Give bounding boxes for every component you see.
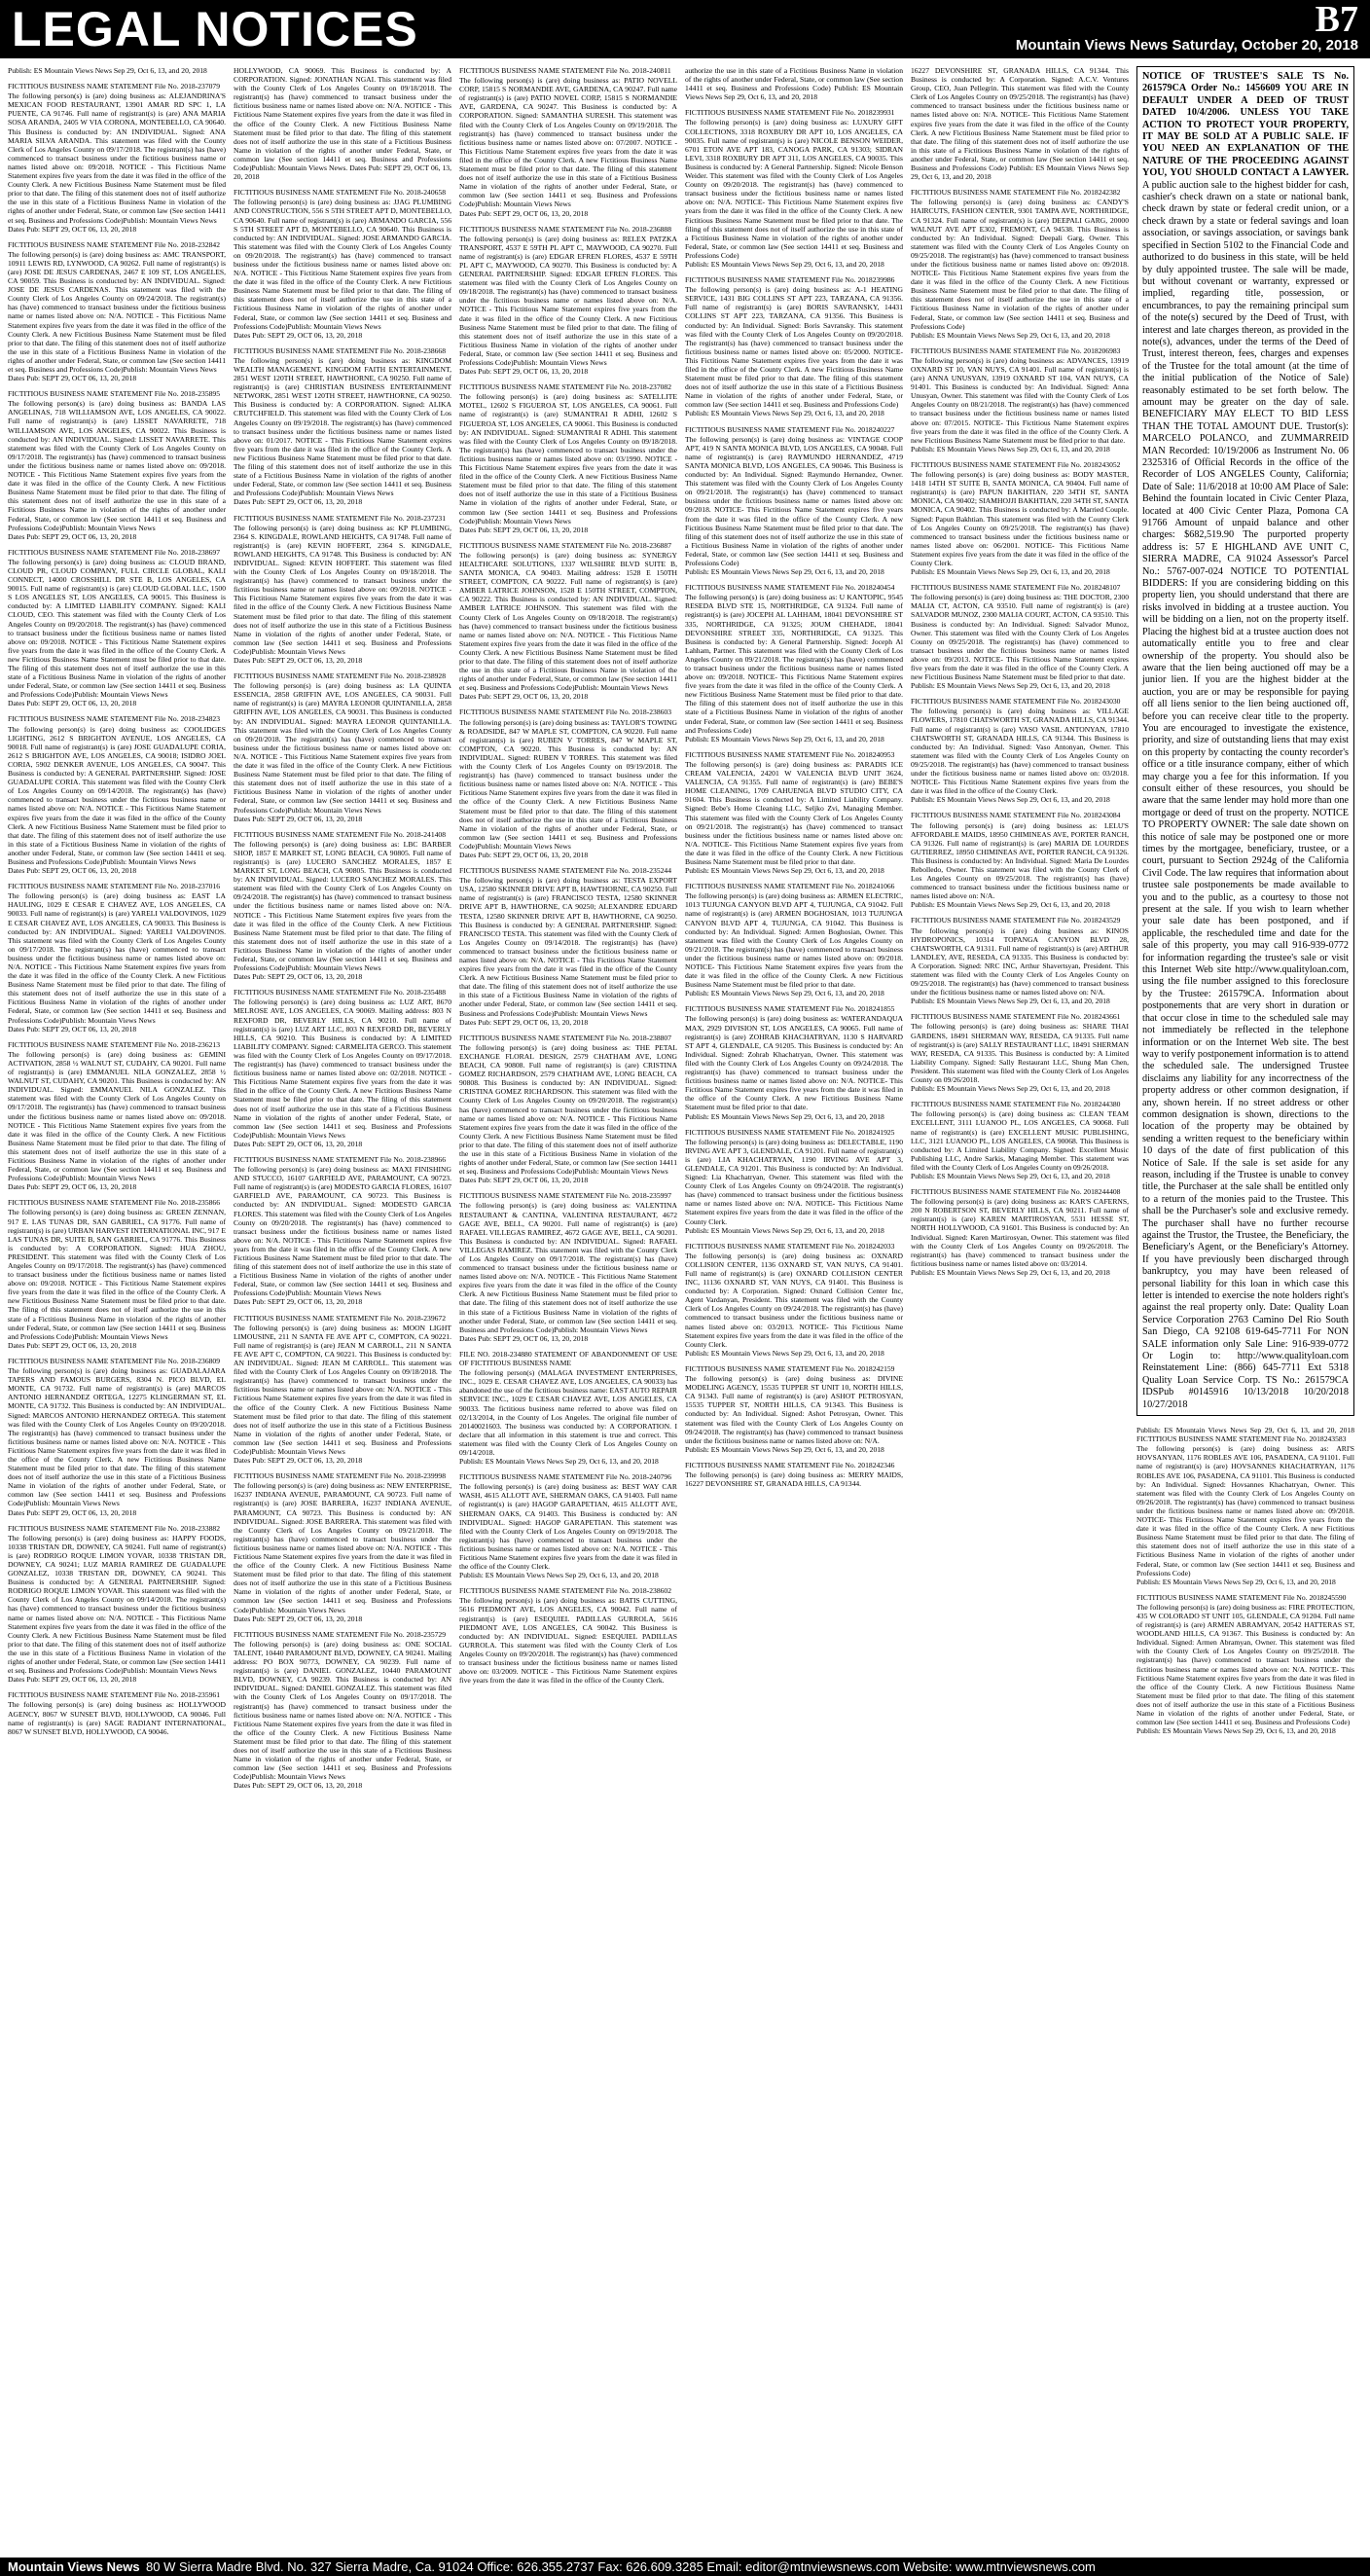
notice-title: FICTITIOUS BUSINESS NAME STATEMENT File No. 2018-238966: [234, 1154, 447, 1164]
notice-title: FICTITIOUS BUSINESS NAME STATEMENT File No. 2018241855: [685, 1004, 895, 1014]
section-title: LEGAL NOTICES: [12, 2, 418, 56]
notice-body: The following person(s) is (are) doing business as: MAXI FINISHING AND STUCCO, 16107 GARFIELD AVE, PARAMOUNT, CA 90723. Full name of registrant(s) is (are) MODESTO GARCIA FLORES, 16107 GARFIELD AVE, PARAMOUNT, CA 90723. This Business is conducted by: AN INDIVIDUAL. Signed: MODESTO GARCIA FLORES. This statement was filed with the County Clerk of Los Angeles County on 09/20/2018. The registrant(s) has (have) commenced to transact business under the fictitious business name or names listed above on: N/A. NOTICE - This Fictitious Name Statement expires five years from the date it was filed in the office of the County Clerk. A new Fictitious Business Name Statement must be filed prior to that date. The filing of this statement does not of itself authorize the use in this state of a Fictitious Business Name in violation of the rights of another under Federal, State, or common law (See section 14411 et seq. Business and Professions Code)Publish: Mountain Views News: [234, 1165, 451, 1298]
footer-bar: [0, 2558, 1370, 2576]
legal-notice: [685, 1461, 903, 1488]
legal-notice: [685, 750, 903, 875]
notice-body: The following person(s) is (are) doing business as: LUZ ART, 8670 MELROSE AVE, LOS ANGELES, CA 90069. Mailing address: 803 N REXFORD DR, BEVERLY HILLS, CA 90210. Full name of registrant(s) is (are) LUZ ART LLC, 803 N REXFORD DR, BEVERLY HILLS, CA 90210. This Business is conducted by: A LIMITED LIABILITY COMPANY. Signed: CARMELITA GERCO. This statement was filed with the County Clerk of Los Angeles County on 09/17/2018. The registrant(s) has (have) commenced to transact business under the fictitious business name or names listed above on: 02/2018. NOTICE - This Fictitious Name Statement expires five years from the date it was filed in the office of the County Clerk. A new Fictitious Business Name Statement must be filed prior to that date. The filing of this statement does not of itself authorize the use in this state of a Fictitious Business Name in violation of the rights of another under Federal, State, or common law (See section 14411 et seq. Business and Professions Code)Publish: Mountain Views News: [234, 998, 451, 1140]
legal-notice: [685, 583, 903, 744]
legal-notice: [685, 108, 903, 269]
notice-column: [8, 66, 226, 2553]
notice-body: The following person(s) is (are) doing business as: KAR'S CAFERNS, 200 N ROBERTSON ST, BEVERLY HILLS, CA 90211. Full name of registrant(s) is (are) KAREN MARTIROSYAN, 5531 HESSE ST, NORTH HOLLYWOOD, CA 91601. This Business is conducted by: An Individual. Signed: Karen Martirosyan, Owner. This statement was filed with the County Clerk of Los Angeles County on 09/26/2018. The registrant(s) has (have) commenced to transact business under the fictitious business name or names listed above on: 03/2014.: [911, 1197, 1129, 1268]
trustee-sale-body: A public auction sale to the highest bidder for cash, cashier's check drawn on a state or national bank, check drawn by state or federal credit union, or a check drawn by a state or federal savings and loan association, or savings association, or savings bank specified in Section 5102 to the Financial Code and authorized to do business in this state, will be held by duly appointed trustee. The sale will be made, but without covenant or warranty, expressed or implied, regarding title, possession, or encumbrances, to pay the remaining principal sum of the note(s) secured by the Deed of Trust, with interest and late charges thereon, as provided in the note(s), advances, under the terms of the Deed of Trust, interest thereon, fees, charges and expenses of the Trustee for the total amount (at the time of the initial publication of the Notice of Sale) reasonably estimated to be set forth below. The amount may be greater on the day of sale. BENEFICIARY MAY ELECT TO BID LESS THAN THE TOTAL AMOUNT DUE. Trustor(s): MARCELO POLANCO, and ZUMMARREID MAN Recorded: 10/19/2006 as Instrument No. 06 2325316 of Official Records in the office of the Recorder of LOS ANGELES County, California; Date of Sale: 11/6/2018 at 10:00 AM Place of Sale: Behind the fountain located in Civic Center Plaza, located at 400 Civic Center Plaza, Pomona CA 91766 Amount of unpaid balance and other charges: $682,519.90 The purported property address is: 57 E HIGHLAND AVE UNIT C, SIERRA MADRE, CA 91024 Assessor's Parcel No.: 5767-007-024 NOTICE TO POTENTIAL BIDDERS: If you are considering bidding on this property lien, you should understand that there are risks involved in bidding at a trustee auction. You will be bidding on a lien, not on the property itself. Placing the highest bid at a trustee auction does not automatically entitle you to free and clear ownership of the property. You should also be aware that the lien being auctioned off may be a junior lien. If you are the highest bidder at the auction, you are or may be responsible for paying off all liens senior to the lien being auctioned off, before you can receive clear title to the property. You are encouraged to investigate the existence, priority, and size of outstanding liens that may exist on this property by contacting the county recorder's office or a title insurance company, either of which may charge you a fee for this information. If you consult either of these resources, you should be aware that the same lender may hold more than one mortgage or deed of trust on the property. NOTICE TO PROPERTY OWNER: The sale date shown on this notice of sale may be postponed one or more times by the mortgagee, beneficiary, trustee, or a court, pursuant to Section 2924g of the California Civil Code. The law requires that information about trustee sale postponements be made available to you and to the public, as a courtesy to those not present at the sale. If you wish to learn whether your sale date has been postponed, and if applicable, the rescheduled time and date for the sale of this property, you may call 916-939-0772 for information regarding the trustee's sale or visit this Internet Web site http://www.qualityloan.com, using the file number assigned to this foreclosure by the Trustee: 261579CA. Information about postponements that are very short in duration or that occur close in time to the scheduled sale may not immediately be reflected in the telephone information or on the Internet Web site. The best way to verify postponement information is to attend the scheduled sale. The undersigned Trustee disclaims any liability for any incorrectness of the property address or other common designation, if any, shown herein. If no street address or other common designation is shown, directions to the location of the property may be obtained by sending a written request to the beneficiary within 10 days of the date of first publication of this Notice of Sale. If the sale is set aside for any reason, including if the Trustee is unable to convey title, the Purchaser at the sale shall be entitled only to a return of the monies paid to the Trustee. This shall be the Purchaser's sole and exclusive remedy. The purchaser shall have no further recourse against the Trustor, the Trustee, the Beneficiary, the Beneficiary's Agent, or the Beneficiary's Attorney. If you have previously been discharged through bankruptcy, you may have been released of personal liability for this loan in which case this letter is intended to exercise the note holders right's against the real property only. Date: Quality Loan Service Corporation 2763 Camino Del Rio South San Diego, CA 92108 619-645-7711 For NON SALE information only Sale Line: 916-939-0772 Or Login to: http://www.qualityloan.com Reinstatement Line: (866) 645-7711 Ext 5318 Quality Loan Service Corp. TS No.: 261579CA IDSPub #0145916 10/13/2018 10/20/2018 10/27/2018: [1142, 179, 1349, 1410]
notice-title: FICTITIOUS BUSINESS NAME STATEMENT File No. 2018-235244: [459, 866, 672, 876]
legal-notice: [234, 671, 451, 823]
notice-body: The following person(s) is (are) doing business as: GUADALAJARA TAPERS AND FAMOUS BURGERS, 8304 N. PICO BLVD, EL MONTE, CA 91732. Full name of registrant(s) is (are) MARCOS ANTONIO HERNANDEZ ORTEGA, 12275 KLINGERMAN ST, EL MONTE, CA 91732. This Business is conducted by: AN INDIVIDUAL. Signed: MARCOS ANTONIO HERNANDEZ ORTEGA. This statement was filed with the County Clerk of Los Angeles County on 09/20/2018. The registrant(s) has (have) commenced to transact business under the fictitious business name or names listed above on: N/A. NOTICE - This Fictitious Name Statement expires five years from the date it was filed in the office of the County Clerk. A new Fictitious Business Name Statement must be filed prior to that date. The filing of this statement does not of itself authorize the use in this state of a Fictitious Business Name in violation of the rights of another under Federal, State, or common law (See section 14411 et seq. Business and Professions Code)Publish: Mountain Views News: [8, 1366, 226, 1508]
legal-notice: [8, 1690, 226, 1735]
notice-body: The following person(s) is (are) doing business as: SHARE THAI GARDENS, 18491 SHERMAN WAY, RESEDA, CA 91335. Full name of registrant(s) is (are) SALLY RESTAURANT LLC, 18491 SHERMAN WAY, RESEDA, CA 91335. This Business is conducted by: A Limited Liability Company. Signed: Sally Restaurant LLC, Shung Man Chen, President. This statement was filed with the County Clerk of Los Angeles County on 09/26/2018.: [911, 1022, 1129, 1085]
notice-title: FICTITIOUS BUSINESS NAME STATEMENT File No. 2018-235488: [234, 988, 447, 998]
notice-title: FICTITIOUS BUSINESS NAME STATEMENT File No. 2018240454: [685, 583, 895, 593]
notice-body: The following person(s) is (are) doing business as: HAPPY FOODS, 10338 TRISTAN DR, DOWNEY, CA 90241. Full name of registrant(s) is (are) RODRIGO ROQUE LIMON YOVAR, 10338 TRISTAN DR, DOWNEY, CA 90241; LUZ MARIA RAMIREZ DE GUADALUPE GONZALEZ, 10338 TRISTAN DR, DOWNEY, CA 90241. This Business is conducted by: A GENERAL PARTNERSHIP. Signed: RODRIGO ROQUE LIMON YOVAR. This statement was filed with the County Clerk of Los Angeles County on 09/14/2018. The registrant(s) has (have) commenced to transact business under the fictitious business name or names listed above on: N/A. NOTICE - This Fictitious Name Statement expires five years from the date it was filed in the office of the County Clerk. A new Fictitious Business Name Statement must be filed prior to that date. The filing of this statement does not of itself authorize the use in this state of a Fictitious Business Name in violation of the rights of another under Federal, State, or common law (See section 14411 et seq. Business and Professions Code)Publish: Mountain Views News: [8, 1533, 226, 1676]
notice-body: The following person(s) is (are) doing business as: VALENTINA RESTAURANT & CANTINA, VALENTINA RESTAURANT, 4672 GAGE AVE, BELL, CA 90201. Full name of registrant(s) is (are) RAFAEL VILLEGAS RAMIREZ, 4672 GAGE AVE, BELL, CA 90201. This Business is conducted by: AN INDIVIDUAL. Signed: RAFAEL VILLEGAS RAMIREZ. This statement was filed with the County Clerk of Los Angeles County on 09/17/2018. The registrant(s) has (have) commenced to transact business under the fictitious business name or names listed above on: N/A. NOTICE - This Fictitious Name Statement expires five years from the date it was filed in the office of the County Clerk. A new Fictitious Business Name Statement must be filed prior to that date. The filing of this statement does not of itself authorize the use in this state of a Fictitious Business Name in violation of the rights of another under Federal, State, or common law (See section 14411 et seq. Business and Professions Code)Publish: Mountain Views News: [459, 1201, 677, 1334]
legal-notice: [685, 1004, 903, 1120]
notice-column: [459, 66, 677, 2553]
notice-publish-dates: Dates Pub: SEPT 29, OCT 06, 13, 20, 2018: [459, 208, 589, 218]
notice-publish-dates: Dates Pub: SEPT 29, OCT 06, 13, 20, 2018: [234, 814, 363, 823]
notice-publish-dates: Publish: ES Mountain Views News Sep 29, Oct 6, 13, and 20, 2018: [1136, 1726, 1336, 1736]
notice-body: The following person(s) is (are) doing business as: CLOUD BRAND, CLOUD PR, CLOUD COMPANY, FULL CIRCLE GLOBAL, KALI CONNECT, 14000 CROSSHILL DR STE B, LOS ANGELES, CA 90015. Full name of registrant(s) is (are) CLOUD GLOBAL LLC, 1500 S LOS ANGELES ST, LOS ANGELES, CA 90015. This Business is conducted by: A LIMITED LIABILITY COMPANY. Signed: KALI CLOUD, CEO. This statement was filed with the County Clerk of Los Angeles County on 09/20/2018. The registrant(s) has (have) commenced to transact business under the fictitious business name or names listed above on: 09/2018. NOTICE - This Fictitious Name Statement expires five years from the date it was filed in the office of the County Clerk. A new Fictitious Business Name Statement must be filed prior to that date. The filing of this statement does not of itself authorize the use in this state of a Fictitious Business Name in violation of the rights of another under Federal, State, or common law (See section 14411 et seq. Business and Professions Code)Publish: Mountain Views News: [8, 557, 226, 700]
notice-body: The following person(s) is (are) doing business as: DELECTABLE, 1190 IRVING AVE APT 3, GLENDALE, CA 91201. Full name of registrant(s) is (are) LIA KHACHATRYAN, 1190 IRVING AVE APT 3, GLENDALE, CA 91201. This Business is conducted by: An Individual. Signed: Lia Khachatryan, Owner. This statement was filed with the County Clerk of Los Angeles County on 09/24/2018. The registrant(s) has (have) commenced to transact business under the fictitious business name or names listed above on: N/A. NOTICE- This Fictitious Name Statement expires five years from the date it was filed in the office of the County Clerk.: [685, 1137, 903, 1226]
legal-notice: [8, 240, 226, 383]
notice-publish-dates: Publish: ES Mountain Views News Sep 29, Oct 6, 13, and 20, 2018: [685, 989, 884, 998]
notice-publish-dates: Publish: ES Mountain Views News Sep 29, Oct 6, 13, and 20, 2018: [685, 1225, 884, 1235]
notice-title: FICTITIOUS BUSINESS NAME STATEMENT File No. 2018-241408: [234, 829, 447, 839]
notice-publish-dates: Dates Pub: SEPT 29, OCT 06, 13, 20, 2018: [459, 1333, 589, 1343]
notice-title: FICTITIOUS BUSINESS NAME STATEMENT File No. 2018241925: [685, 1127, 895, 1137]
legal-notice: [459, 1586, 677, 1685]
legal-notice: [1136, 1426, 1354, 1586]
notice-body: The following person(s) is (are) doing business as: LA QUINTA ESSENCIA, 2858 GRIFFIN AVE, LOS ANGELES, CA 90031. Full name of registrant(s) is (are) MAYRA LEONOR QUINTANILLA, 2858 GRIFFIN AVE, LOS ANGELES, CA 90031. This Business is conducted by: AN INDIVIDUAL. Signed: MAYRA LEONOR QUINTANILLA. This statement was filed with the County Clerk of Los Angeles County on 09/20/2018. The registrant(s) has (have) commenced to transact business under the fictitious business name or names listed above on: N/A. NOTICE - This Fictitious Name Statement expires five years from the date it was filed in the office of the County Clerk. A new Fictitious Business Name Statement must be filed prior to that date. The filing of this statement does not of itself authorize the use in this state of a Fictitious Business Name in violation of the rights of another under Federal, State, or common law (See section 14411 et seq. Business and Professions Code)Publish: Mountain Views News: [234, 681, 451, 815]
notice-title: FICTITIOUS BUSINESS NAME STATEMENT File No. 2018-239672: [234, 1313, 447, 1323]
notice-body: The following person(s) is (are) doing business as: KINOS HYDROPONICS, 10314 TOPANGA CANYON BLVD 28, CHATSWORTH, CA 91311. Full name of registrant(s) is (are) ARTHUR LANDLEY, AVE, RESEDA, CA 91335. This Business is conducted by: A Corporation. Signed: NRC INC, Arthur Shavertsyan, President. This statement was filed with the County Clerk of Los Angeles County on 09/25/2018. The registrant(s) has (have) commenced to transact business under the fictitious business name or names listed above on: N/A.: [911, 925, 1129, 998]
legal-notice: [8, 714, 226, 875]
legal-notice: [685, 1128, 903, 1235]
notice-body: The following person(s) is (are) doing business as: DIVINE MODELING AGENCY, 15535 TUPPER ST UNIT 10, NORTH HILLS, CA 91343. Full name of registrant(s) is (are) ASHOT PETROSYAN, 15535 TUPPER ST, NORTH HILLS, CA 91343. This Business is conducted by: An Individual. Signed: Ashot Petrosyan, Owner. This statement was filed with the County Clerk of Los Angeles County on 09/24/2018. The registrant(s) has (have) commenced to transact business under the fictitious business name or names listed above on: N/A.: [685, 1374, 903, 1445]
legal-notice: [911, 811, 1129, 909]
notice-body: The following person(s) is (are) doing business as: ARMEN ELECTRIC, 1013 TUJUNGA CANYON BLVD APT 4, TUJUNGA, CA 91042. Full name of registrant(s) is (are) ARMEN BOGHOSIAN, 1013 TUJUNGA CANYON BLVD APT 4, TUJUNGA, CA 91042. This Business is conducted by: An Individual. Signed: Armen Boghosian, Owner. This statement was filed with the County Clerk of Los Angeles County on 09/21/2018. The registrant(s) has (have) commenced to transact business under the fictitious business name or names listed above on: 09/2018. NOTICE- This Fictitious Name Statement expires five years from the date it was filed in the office of the County Clerk. A new Fictitious Business Name Statement must be filed prior to that date.: [685, 891, 903, 990]
legal-notice: [911, 583, 1129, 690]
trustee-sale-notice: [1136, 66, 1354, 1416]
legal-notice: [234, 188, 451, 340]
notice-body: The following person(s) is (are) doing business as: VILLAGE FLOWERS, 17810 CHATSWORTH ST, GRANADA HILLS, CA 91344. Full name of registrant(s) is (are) VASO VASIL ANTONYAN, 17810 CHATSWORTH ST, GRANADA HILLS, CA 91344. This Business is conducted by: An Individual. Signed: Vaso Antonyan, Owner. This statement was filed with the County Clerk of Los Angeles County on 09/25/2018. The registrant(s) has (have) commenced to transact business under the fictitious business name or names listed above on: 03/2018. NOTICE- This Fictitious Name Statement expires five years from the date it was filed in the office of the County Clerk.: [911, 707, 1129, 796]
notice-title: FICTITIOUS BUSINESS NAME STATEMENT File No. 2018242346: [685, 1460, 895, 1469]
notice-title: FICTITIOUS BUSINESS NAME STATEMENT File No. 2018-237016: [8, 882, 221, 891]
notice-title: FICTITIOUS BUSINESS NAME STATEMENT File No. 2018-236809: [8, 1356, 221, 1365]
notice-body: The following person(s) is (are) doing business as: BATIS CUTTING, 5616 PIEDMONT AVE, LOS ANGELES, CA 90042. Full name of registrant(s) is (are) ESEQUIEL PADILLAS GURROLA, 5616 PIEDMONT AVE, LOS ANGELES, CA 90042. This Business is conducted by: AN INDIVIDUAL. Signed: ESEQUIEL PADILLAS GURROLA. This statement was filed with the County Clerk of Los Angeles County on 09/20/2018. The registrant(s) has (have) commenced to transact business under the fictitious business name or names listed above on: 03/2009. NOTICE - This Fictitious Name Statement expires five years from the date it was filed in the office of the County Clerk.: [459, 1596, 677, 1686]
notice-title: FICTITIOUS BUSINESS NAME STATEMENT File No. 2018-235961: [8, 1690, 221, 1700]
notice-publish-dates: Dates Pub: SEPT 29, OCT 06, 13, 20, 2018: [234, 1139, 363, 1148]
notice-title: FICTITIOUS BUSINESS NAME STATEMENT File No. 2018-238668: [234, 345, 447, 355]
notice-body: The following person(s) is (are) doing business as: BODY MASTER, 1418 14TH ST SUITE B, SANTA MONICA, CA 90404. Full name of registrant(s) is (are) PAPUN BAKHTIAN, 220 34TH ST, SANTA MONICA, CA 90402; SIAMHOJJI BAKHTIAN, 220 34TH ST, SANTA MONICA, CA 90402. This Business is conducted by: A Married Couple. Signed: Papun Bakhtian. This statement was filed with the County Clerk of Los Angeles County on 09/25/2018. The registrant(s) has (have) commenced to transact business under the fictitious business name or names listed above on: 06/2001. NOTICE- This Fictitious Name Statement expires five years from the date it was filed in the office of the County Clerk.: [911, 470, 1129, 567]
notice-title: FICTITIOUS BUSINESS NAME STATEMENT File No. 2018-240658: [234, 188, 447, 198]
legal-notice: [911, 1012, 1129, 1093]
trustee-sale-heading: NOTICE OF TRUSTEE'S SALE TS No. 261579CA Order No.: 1456609 YOU ARE IN DEFAULT UNDER A DEED OF TRUST DATED 10/4/2006. UNLESS YOU TAKE ACTION TO PROTECT YOUR PROPERTY, IT MAY BE SOLD AT A PUBLIC SALE. IF YOU NEED AN EXPLANATION OF THE NATURE OF THE PROCEEDING AGAINST YOU, YOU SHOULD CONTACT A LAWYER.: [1142, 71, 1349, 179]
notice-title: FICTITIOUS BUSINESS NAME STATEMENT File No. 2018-233882: [8, 1523, 221, 1533]
notice-title: FICTITIOUS BUSINESS NAME STATEMENT File No. 2018-234823: [8, 714, 221, 724]
notice-body: The following person(s) is (are) doing business as: FIRE PROTECTION, 435 W COLORADO ST UNIT 105, GLENDALE, CA 91204. Full name of registrant(s) is (are) ARMEN ABRAMYAN, 20542 HATTERAS ST, WOODLAND HILLS, CA 91367. This Business is conducted by: An Individual. Signed: Armen Abramyan, Owner. This statement was filed with the County Clerk of Los Angeles County on 09/25/2018. The registrant(s) has (have) commenced to transact business under the fictitious business name or names listed above on: N/A. NOTICE- This Fictitious Name Statement expires five years from the date it was filed in the office of the County Clerk. A new Fictitious Business Name Statement must be filed prior to that date. The filing of this statement does not of itself authorize the use in this state of a Fictitious Business Name in violation of the rights of another under Federal, State, or common law (See section 14411 et seq. Business and Professions Code): [1136, 1602, 1354, 1727]
notice-title: FICTITIOUS BUSINESS NAME STATEMENT File No. 2018245590: [1136, 1592, 1347, 1602]
notice-title: FICTITIOUS BUSINESS NAME STATEMENT File No. 2018248107: [911, 583, 1121, 593]
notice-title: FICTITIOUS BUSINESS NAME STATEMENT File No. 2018-238697: [8, 547, 221, 557]
notice-title: FICTITIOUS BUSINESS NAME STATEMENT File No. 2018244408: [911, 1187, 1121, 1197]
notice-body: The following person(s) is (are) doing business as: BANDA LAS ANGELINAS, 718 WILLIAMSON AVE, LOS ANGELES, CA 90022. Full name of registrant(s) is (are) LISSET NAVARRETE, 718 WILLIAMSON AVE, LOS ANGELES, CA 90022. This Business is conducted by: AN INDIVIDUAL. Signed: LISSET NAVARRETE. This statement was filed with the County Clerk of Los Angeles County on 09/17/2018. The registrant(s) has (have) commenced to transact business under the fictitious business name or names listed above on: 09/2018. NOTICE - This Fictitious Name Statement expires five years from the date it was filed in the office of the County Clerk. A new Fictitious Business Name Statement must be filed prior to that date. The filing of this statement does not of itself authorize the use in this state of a Fictitious Business Name in violation of the rights of another under Federal, State, or common law (See section 14411 et seq. Business and Professions Code)Publish: Mountain Views News: [8, 399, 226, 532]
notice-body: The following person(s) is (are) doing business as: NEW ENTERPRISE, 16237 INDIANA AVENUE, PARAMOUNT, CA 90723. Full name of registrant(s) is (are) JOSE BARRERA, 16237 INDIANA AVENUE, PARAMOUNT, CA 90723. This Business is conducted by: AN INDIVIDUAL. Signed: JOSE BARRERA. This statement was filed with the County Clerk of Los Angeles County on 09/21/2018. The registrant(s) has (have) commenced to transact business under the fictitious business name or names listed above on: N/A. NOTICE - This Fictitious Name Statement expires five years from the date it was filed in the office of the County Clerk. A new Fictitious Business Name Statement must be filed prior to that date. The filing of this statement does not of itself authorize the use in this state of a Fictitious Business Name in violation of the rights of another under Federal, State, or common law (See section 14411 et seq. Business and Professions Code)Publish: Mountain Views News: [234, 1481, 451, 1615]
notice-body: The following person(s) is (are) doing business as: HOLLYWOOD AGENCY, 8067 W SUNSET BLVD, HOLLYWOOD, CA 90046. Full name of registrant(s) is (are) SAGE RADIANT INTERNATIONAL, 8067 W SUNSET BLVD, HOLLYWOOD, CA 90046.: [8, 1700, 226, 1736]
notice-title: FICTITIOUS BUSINESS NAME STATEMENT File No. 2018-237082: [459, 382, 672, 392]
notice-publish-dates: Dates Pub: SEPT 29, OCT 06, 13, 20, 2018: [459, 1017, 589, 1027]
legal-notice: [911, 1187, 1129, 1277]
notice-publish-dates: Publish: ES Mountain Views News Sep 29, Oct 6, 13, and 20, 2018: [685, 1348, 884, 1358]
notice-body: The following person(s) is (are) doing business as: SYNERGY HEALTHCARE SOLUTIONS, 1337 WILSHIRE BLVD SUITE B, SANTA MONICA, CA 90403. Mailing address: 1528 E 150TH STREET, COMPTON, CA 90222. Full name of registrant(s) is (are) AMBER LATRICE JOHNSON, 1528 E 150TH STREET, COMPTON, CA 90222. This Business is conducted by: AN INDIVIDUAL. Signed: AMBER LATRICE JOHNSON. This statement was filed with the County Clerk of Los Angeles County on 09/18/2018. The registrant(s) has (have) commenced to transact business under the fictitious business name or names listed above on: N/A. NOTICE - This Fictitious Name Statement expires five years from the date it was filed in the office of the County Clerk. A new Fictitious Business Name Statement must be filed prior to that date. The filing of this statement does not of itself authorize the use in this state of a Fictitious Business Name in violation of the rights of another under Federal, State, or common law (See section 14411 et seq. Business and Professions Code)Publish: Mountain Views News: [459, 550, 677, 693]
notice-publish-dates: Dates Pub: SEPT 29, OCT 06, 13, 20, 2018: [234, 1456, 363, 1466]
notice-publish-dates: Dates Pub: SEPT 29, OCT 06, 13, 20, 2018: [459, 525, 589, 534]
notice-title: FICTITIOUS BUSINESS NAME STATEMENT File No. 2018-239998: [234, 1471, 447, 1481]
legal-notice: [685, 1242, 903, 1358]
notice-body: The following person(s) is (are) doing business as: ONE SOCIAL TALENT, 10440 PARAMOUNT BLVD, DOWNEY, CA 90241. Mailing address: PO BOX 90773, DOWNEY, CA 90239. Full name of registrant(s) is (are) DANIEL GONZALEZ, 10440 PARAMOUNT BLVD, DOWNEY, CA 90239. This Business is conducted by: AN INDIVIDUAL. Signed: DANIEL GONZALEZ. This statement was filed with the County Clerk of Los Angeles County on 09/17/2018. The registrant(s) has (have) commenced to transact business under the fictitious business name or names listed above on: N/A. NOTICE - This Fictitious Name Statement expires five years from the date it was filed in the office of the County Clerk. A new Fictitious Business Name Statement must be filed prior to that date. The filing of this statement does not of itself authorize the use in this state of a Fictitious Business Name in violation of the rights of another under Federal, State, or common law (See section 14411 et seq. Business and Professions Code)Publish: Mountain Views News: [234, 1639, 451, 1782]
legal-notice: [911, 697, 1129, 804]
footer-paper-name: Mountain Views News: [8, 2559, 140, 2574]
notice-title: FICTITIOUS BUSINESS NAME STATEMENT File No. 2018242159: [685, 1363, 895, 1373]
notice-title: FICTITIOUS BUSINESS NAME STATEMENT File No. 2018-236213: [8, 1039, 221, 1049]
notice-continuation: authorize the use in this state of a Fictitious Business Name in violation of the rights of another under Federal, State, or common law (See section 14411 et seq. Business and Professions Code) Publish: ES Mountain Views News Sep 29, Oct 6, 13, and 20, 2018: [685, 66, 903, 102]
notice-title: FICTITIOUS BUSINESS NAME STATEMENT File No. 2018243030: [911, 697, 1121, 707]
notice-publish-dates: Publish: ES Mountain Views News Sep 29, Oct 6, 13, and 20, 2018: [911, 795, 1110, 805]
notice-title: FICTITIOUS BUSINESS NAME STATEMENT File No. 2018-238602: [459, 1586, 672, 1596]
legal-notice: [234, 1630, 451, 1791]
notice-publish-dates: Publish: ES Mountain Views News Sep 29, Oct 6, 13, and 20, 2018: [685, 866, 884, 876]
legal-notice: [911, 346, 1129, 454]
notice-publish-dates: Dates Pub: SEPT 29, OCT 06, 13, 20, 2018: [8, 1024, 137, 1034]
legal-notice: [911, 916, 1129, 1005]
notice-title: FICTITIOUS BUSINESS NAME STATEMENT File No. 2018242033: [685, 1241, 895, 1251]
notice-title: FICTITIOUS BUSINESS NAME STATEMENT File No. 2018-237231: [234, 513, 447, 523]
notice-publish-dates: Publish: ES Mountain Views News Sep 29, Oct 6, 13, and 20, 2018: [911, 444, 1110, 454]
notice-publish-dates: Publish: ES Mountain Views News Sep 29, Oct 6, 13, and 20, 2018: [911, 900, 1110, 910]
notice-title: FICTITIOUS BUSINESS NAME STATEMENT File No. 2018-235729: [234, 1629, 447, 1639]
notice-title: FICTITIOUS BUSINESS NAME STATEMENT File No. 2018243052: [911, 459, 1121, 469]
notice-publish-dates: Publish: ES Mountain Views News Sep 29, Oct 6, 13, and 20, 2018: [685, 1111, 884, 1121]
legal-notice: [459, 1034, 677, 1185]
footer-contact-info: 80 W Sierra Madre Blvd. No. 327 Sierra Madre, Ca. 91024 Office: 626.355.2737 Fax: 626.609.3285 Email: editor@mtnviewsnews.com Website: www.mtnviewsnews.com: [146, 2559, 1096, 2574]
notice-publish-dates: Dates Pub: SEPT 29, OCT 06, 13, 20, 2018: [234, 497, 363, 507]
notice-body: The following person(s) is (are) doing business as: ARI'S HOVSANYAN, 1176 ROBLES AVE 106, PASADENA, CA 91101. Full name of registrant(s) is (are) HOVSANNES KHACHATRYAN, 1176 ROBLES AVE 106, PASADENA, CA 91101. This Business is conducted by: An Individual. Signed: Hovsannes Khachatryan, Owner. This statement was filed with the County Clerk of Los Angeles County on 09/26/2018. The registrant(s) has (have) commenced to transact business under the fictitious business name or names listed above on: 09/2018. NOTICE- This Fictitious Name Statement expires five years from the date it was filed in the office of the County Clerk. A new Fictitious Business Name Statement must be filed prior to that date. The filing of this statement does not of itself authorize the use in this state of a Fictitious Business Name in violation of the rights of another under Federal, State, or common law (See section 14411 et seq. Business and Professions Code): [1136, 1444, 1354, 1578]
legal-notice: [234, 514, 451, 666]
notice-publish-dates: Dates Pub: SEPT 29, OCT 06, 13, 20, 2018: [8, 1182, 137, 1192]
legal-notice: [459, 66, 677, 218]
notice-publish-dates: Publish: ES Mountain Views News Sep 29, Oct 6, 13, and 20, 2018: [459, 1457, 659, 1467]
notice-title: FICTITIOUS BUSINESS NAME STATEMENT File No. 2018-240811: [459, 66, 671, 75]
notice-body: The following person(s) is (are) doing business as: CANDY'S HAIRCUTS, FASHION CENTER, 9301 TAMPA AVE, NORTHRIDGE, CA 91324. Full name of registrant(s) is (are) DEEPALI GARG, 20000 WALNUT AVE APT E302, FREMONT, CA 94538. This Business is conducted by: An Individual. Signed: Deepali Garg, Owner. This statement was filed with the County Clerk of Los Angeles County on 09/25/2018. The registrant(s) has (have) commenced to transact business under the fictitious business name or names listed above on: 09/2018. NOTICE- This Fictitious Name Statement expires five years from the date it was filed in the office of the County Clerk. A new Fictitious Business Name Statement must be filed prior to that date. The filing of this statement does not of itself authorize the use in this state of a Fictitious Business Name in violation of the rights of another under Federal, State, or common law (See section 14411 et seq. Business and Professions Code): [911, 198, 1129, 331]
legal-notice: [685, 882, 903, 998]
notice-body: The following person(s) is (are) doing business as: THE PETAL EXCHANGE FLORAL DESIGN, 2579 CHATHAM AVE, LONG BEACH, CA 90808. Full name of registrant(s) is (are) CRISTINA GOMEZ RICHARDSON, 2579 CHATHAM AVE, LONG BEACH, CA 90808. This Business is conducted by: AN INDIVIDUAL. Signed: CRISTINA GOMEZ RICHARDSON. This statement was filed with the County Clerk of Los Angeles County on 09/20/2018. The registrant(s) has (have) commenced to transact business under the fictitious business name or names listed above on: N/A. NOTICE - This Fictitious Name Statement expires five years from the date it was filed in the office of the County Clerk. A new Fictitious Business Name Statement must be filed prior to that date. The filing of this statement does not of itself authorize the use in this state of a Fictitious Business Name in violation of the rights of another under Federal, State, or common law (See section 14411 et seq. Business and Professions Code)Publish: Mountain Views News: [459, 1042, 677, 1177]
legal-notice: [459, 707, 677, 859]
notice-publish-dates: Dates Pub: SEPT 29, OCT 06, 13, 20, 2018: [8, 1675, 137, 1685]
notice-publish-dates: Dates Pub: SEPT 29, OCT 06, 13, 20, 2018: [234, 656, 363, 665]
legal-notice: [234, 988, 451, 1148]
legal-notice: [459, 1472, 677, 1579]
notice-publish-dates: Dates Pub: SEPT 29, OCT 06, 13, 20, 2018: [8, 1507, 137, 1517]
masthead: [0, 0, 1370, 58]
legal-notice: [685, 275, 903, 418]
notice-body: The following person(s) (MALAGA INVESTMENT ENTERPRISES, INC., 1029 E. CESAR CHAVEZ AVE, LOS ANGELES, CA 90033) has abandoned the use of the fictitious business name: EAST AUTO REPAIR SERVICE INC., 1029 E CESAR CHAVEZ AVE, LOS ANGELES, CA 90033. The fictitious business name referred to above was filed on 02/13/2014, in the County of Los Angeles. The original file number of 20140021603. The business was conducted by: A CORPORATION. I declare that all information in this statement is true and correct. This statement was filed with the County Clerk of Los Angeles County on 09/14/2018.: [459, 1368, 677, 1457]
legal-notice: [459, 1350, 677, 1466]
notice-title: Publish: ES Mountain Views News Sep 29, Oct 6, 13, and 20, 2018 FICTITIOUS BUSINESS NAME STATEMENT File No. 2018243583: [1136, 1426, 1354, 1444]
notice-body: The following person(s) is (are) doing business as: GREEN ZENNAN, 917 E. LAS TUNAS DR, SAN GABRIEL, CA 91776. Full name of registrant(s) is (are) URBAN HARVEST INTERNATIONAL INC, 917 E LAS TUNAS DR, SUITE B, SAN GABRIEL, CA 91776. This Business is conducted by: A CORPORATION. Signed: HUA ZHOU, PRESIDENT. This statement was filed with the County Clerk of Los Angeles County on 09/17/2018. The registrant(s) has (have) commenced to transact business under the fictitious business name or names listed above on: 09/2018. NOTICE - This Fictitious Name Statement expires five years from the date it was filed in the office of the County Clerk. A new Fictitious Business Name Statement must be filed prior to that date. The filing of this statement does not of itself authorize the use in this state of a Fictitious Business Name in violation of the rights of another under Federal, State, or common law (See section 14411 et seq. Business and Professions Code)Publish: Mountain Views News: [8, 1208, 226, 1341]
notice-column: [234, 66, 451, 2553]
notice-column: [685, 66, 903, 2553]
legal-notice: [234, 1471, 451, 1623]
notice-body: The following person(s) is (are) doing business as: ALEJANDRINA'S MEXICAN FOOD RESTAURANT, 13901 AMAR RD SPC 1, LA PUENTE, CA 91746. Full name of registrant(s) is (are) ANA MARIA SOSA ARANDA, 2405 W VIA CORONA, MONTEBELLO, CA 90640. This Business is conducted by: AN INDIVIDUAL. Signed: ANA MARIA SILVA ARANDA. This statement was filed with the County Clerk of Los Angeles County on 09/17/2018. The registrant(s) has (have) commenced to transact business under the fictitious business name or names listed above on: 09/2018. NOTICE - This Fictitious Name Statement expires five years from the date it was filed in the office of the County Clerk. A new Fictitious Business Name Statement must be filed prior to that date. The filing of this statement does not of itself authorize the use in this state of a Fictitious Business Name in violation of the rights of another under Federal, State, or common law (See section 14411 et seq. Business and Professions Code)Publish: Mountain Views News: [8, 91, 226, 225]
legal-notice: [459, 866, 677, 1027]
notice-title: FICTITIOUS BUSINESS NAME STATEMENT File No. 2018-236887: [459, 540, 672, 550]
notice-publish-dates: Publish: ES Mountain Views News Sep 29, Oct 6, 13, and 20, 2018: [459, 1571, 659, 1580]
notice-publish-dates: Publish: ES Mountain Views News Sep 29, Oct 6, 13, and 20, 2018: [911, 1267, 1110, 1277]
notice-body: The following person(s) is (are) doing business as: WATERANDAQUA MAX, 2929 DIVISION ST, LOS ANGELES, CA 90065. Full name of registrant(s) is (are) ZOHRAB KHACHATRYAN, 1130 S HARVARD ST APT 4, GLENDALE, CA 91205. This Business is conducted by: An Individual. Signed: Zohrab Khachatryan, Owner. This statement was filed with the County Clerk of Los Angeles County on 09/24/2018. The registrant(s) has (have) commenced to transact business under the fictitious business name or names listed above on: N/A. NOTICE- This Fictitious Name Statement expires five years from the date it was filed in the office of the County Clerk. A new Fictitious Business Name Statement must be filed prior to that date.: [685, 1014, 903, 1112]
notice-continuation: Publish: ES Mountain Views News Sep 29, Oct 6, 13, and 20, 2018: [8, 66, 207, 75]
notice-column: [1136, 66, 1354, 2553]
legal-notice: [911, 460, 1129, 576]
notice-title: FICTITIOUS BUSINESS NAME STATEMENT File No. 2018243529: [911, 916, 1121, 925]
legal-notice: [911, 1100, 1129, 1180]
notice-title: FICTITIOUS BUSINESS NAME STATEMENT File No. 2018-237079: [8, 82, 221, 91]
notice-publish-dates: Dates Pub: SEPT 29, OCT 06, 13, 20, 2018: [459, 692, 589, 702]
legal-notice: [8, 548, 226, 708]
notice-title: FICTITIOUS BUSINESS NAME STATEMENT File No. 2018-236888: [459, 224, 672, 234]
page-number: B7: [1315, 0, 1358, 40]
legal-notice: [459, 1191, 677, 1343]
notice-publish-dates: Publish: ES Mountain Views News Sep 29, Oct 6, 13, and 20, 2018: [911, 681, 1110, 691]
notice-columns: [8, 66, 1362, 2553]
notice-title: FICTITIOUS BUSINESS NAME STATEMENT File No. 2018-240796: [459, 1472, 672, 1482]
notice-body: The following person(s) is (are) doing business as: A-1 HEATING SERVICE, 1431 BIG COLLINS ST APT 223, TARZANA, CA 91356. Full name of registrant(s) is (are) BORIS SAVRANSKY, 14431 COLLINS ST APT 223, TARZANA, CA 91356. This Business is conducted by: An Individual. Signed: Boris Savransky. This statement was filed with the County Clerk of Los Angeles County on 09/20/2018. The registrant(s) has (have) commenced to transact business under the fictitious business name or names listed above on: 05/2000. NOTICE- This Fictitious Name Statement expires five years from the date it was filed in the office of the County Clerk. A new Fictitious Business Name Statement must be filed prior to that date. The filing of this statement does not of itself authorize the use in this state of a Fictitious Business Name in violation of the rights of another under Federal, State, or common law (See section 14411 et seq. Business and Professions Code): [685, 285, 903, 410]
notice-body: The following person(s) is (are) doing business as: OXNARD COLLISION CENTER, 1136 OXNARD ST, VAN NUYS, CA 91401. Full name of registrant(s) is (are) OXNARD COLLISION CENTER INC, 11136 OXNARD ST, VAN NUYS, CA 91401. This Business is conducted by: A Corporation. Signed: Oxnard Collision Center Inc, Agent Vardanyan, President. This statement was filed with the County Clerk of Los Angeles County on 09/24/2018. The registrant(s) has (have) commenced to transact business under the fictitious business name or names listed above on: 03/2013. NOTICE- This Fictitious Name Statement expires five years from the date it was filed in the office of the County Clerk.: [685, 1251, 903, 1349]
notice-title: FICTITIOUS BUSINESS NAME STATEMENT File No. 2018-235997: [459, 1191, 672, 1201]
legal-notice: [8, 1357, 226, 1517]
notice-title: FICTITIOUS BUSINESS NAME STATEMENT File No. 2018-232842: [8, 239, 221, 249]
notice-body: The following person(s) is (are) doing business as: SATELLITE MOTEL, 12602 S FIGUEROA ST, LOS ANGELES, CA 90061. Full name of registrant(s) is (are) SUMANTRAI R ADHI, 12602 S FIGUEROA ST, LOS ANGELES, CA 90061. This Business is conducted by: AN INDIVIDUAL. Signed: SUMANTRAI R ADHI. This statement was filed with the County Clerk of Los Angeles County on 09/18/2018. The registrant(s) has (have) commenced to transact business under the fictitious business name or names listed above on: 03/1990. NOTICE - This Fictitious Name Statement expires five years from the date it was filed in the office of the County Clerk. A new Fictitious Business Name Statement must be filed prior to that date. The filing of this statement does not of itself authorize the use in this state of a Fictitious Business Name in violation of the rights of another under Federal, State, or common law (See section 14411 et seq. Business and Professions Code)Publish: Mountain Views News: [459, 392, 677, 526]
notice-body: The following person(s) is (are) doing business as: CLEAN TEAM EXCELLENT, 3111 LUANOO PL, LOS ANGELES, CA 90068. Full name of registrant(s) is (are) EXCELLENT MUSIC PUBLISHING, LLC, 3121 LUANOO PL, LOS ANGELES, CA 90068. This Business is conducted by: A Limited Liability Company. Signed: Excellent Music Publishing LLC, Andre Sarkis, Managing Member. This statement was filed with the County Clerk of Los Angeles County on 09/26/2018.: [911, 1109, 1129, 1172]
notice-title: FICTITIOUS BUSINESS NAME STATEMENT File No. 2018-238928: [234, 671, 447, 681]
notice-body: The following person(s) is (are) doing business as: THE DOCTOR, 2300 MALIA CT, ACTON, CA 93510. Full name of registrant(s) is (are) SALVADOR MUNOZ, 2300 MALIA COURT, ACTON, CA 93510. This Business is conducted by: An Individual. Signed: Salvador Munoz, Owner. This statement was filed with the County Clerk of Los Angeles County on 09/25/2018. The registrant(s) has (have) commenced to transact business under the fictitious business name or names listed above on: 09/2013. NOTICE- This Fictitious Name Statement expires five years from the date it was filed in the office of the County Clerk. A new Fictitious Business Name Statement must be filed prior to that date.: [911, 593, 1129, 682]
notice-title: FICTITIOUS BUSINESS NAME STATEMENT File No. 2018243661: [911, 1012, 1121, 1022]
notice-title: FICTITIOUS BUSINESS NAME STATEMENT File No. 2018-238603: [459, 707, 672, 717]
notice-publish-dates: Dates Pub: SEPT 29, OCT 06, 13, 20, 2018: [8, 699, 137, 708]
notice-publish-dates: Publish: ES Mountain Views News Sep 29, Oct 6, 13, and 20, 2018: [911, 330, 1110, 340]
notice-title: FICTITIOUS BUSINESS NAME STATEMENT File No. 2018239931: [685, 108, 895, 118]
notice-body: The following person(s) is (are) doing business as: U KANTOPIC, 9545 RESEDA BLVD STE 15, NORTHRIDGE, CA 91324. Full name of registrant(s) is (are) JOCEPH AL LAHHAM, 18041 DEVONSHIRE ST 335, NORTHRIDGE, CA 91325; JOUM CHEHADE, 18041 DEVONSHIRE STREET 335, NORTHRIDGE, CA 91325. This Business is conducted by: A General Partnership. Signed: Joceph Al Lahham, Partner. This statement was filed with the County Clerk of Los Angeles County on 09/21/2018. The registrant(s) has (have) commenced to transact business under the fictitious business name or names listed above on: 09/2018. NOTICE- This Fictitious Name Statement expires five years from the date it was filed in the office of the County Clerk. A new Fictitious Business Name Statement must be filed prior to that date. The filing of this statement does not of itself authorize the use in this state of a Fictitious Business Name in violation of the rights of another under Federal, State, or common law (See section 14411 et seq. Business and Professions Code): [685, 593, 903, 735]
legal-notice: [8, 82, 226, 234]
notice-body: The following person(s) is (are) doing business as: RELEX PATZKA TRANSPORT, 4537 E 59TH PL APT C, MAYWOOD, CA 90270. Full name of registrant(s) is (are) EDGAR EFREN FLORES, 4537 E 59TH PL APT C, MAYWOOD, CA 90270. This Business is conducted by: A GENERAL PARTNERSHIP. Signed: EDGAR EFREN FLORES. This statement was filed with the County Clerk of Los Angeles County on 09/18/2018. The registrant(s) has (have) commenced to transact business under the fictitious business name or names listed above on: N/A. NOTICE - This Fictitious Name Statement expires five years from the date it was filed in the office of the County Clerk. A new Fictitious Business Name Statement must be filed prior to that date. The filing of this statement does not of itself authorize the use in this state of a Fictitious Business Name in violation of the rights of another under Federal, State, or common law (See section 14411 et seq. Business and Professions Code)Publish: Mountain Views News: [459, 234, 677, 367]
notice-title: FICTITIOUS BUSINESS NAME STATEMENT File No. 2018242382: [911, 188, 1121, 198]
notice-publish-dates: Publish: ES Mountain Views News Sep 29, Oct 6, 13, and 20, 2018: [685, 409, 884, 418]
notice-title: FICTITIOUS BUSINESS NAME STATEMENT File No. 2018206983: [911, 345, 1121, 355]
notice-body: The following person(s) is (are) doing business as: LUXURY GIFT COLLECTIONS, 3318 ROXBURY DR APT 10, LOS ANGELES, CA 90035. Full name of registrant(s) is (are) NICOLE BENSON WEIDER, 6701 ETON AVE APT 183, CANOGA PARK, CA 91303; SIDRAN LEVI, 3318 ROXBURY DR APT 311, LOS ANGELES, CA 90035. This Business is conducted by: A General Partnership. Signed: Nicole Benson Weider. This statement was filed with the County Clerk of Los Angeles County on 09/20/2018. The registrant(s) has (have) commenced to transact business under the fictitious business name or names listed above on: N/A. NOTICE- This Fictitious Name Statement expires five years from the date it was filed in the office of the County Clerk. A new Fictitious Business Name Statement must be filed prior to that date. The filing of this statement does not of itself authorize the use in this state of a Fictitious Business Name in violation of the rights of another under Federal, State, or common law (See section 14411 et seq. Business and Professions Code): [685, 118, 903, 260]
notice-publish-dates: Publish: ES Mountain Views News Sep 29, Oct 6, 13, and 20, 2018: [685, 567, 884, 577]
notice-body: The following person(s) is (are) doing business as: AMC TRANSPORT, 10911 LEWIS RD, LYNWOOD, CA 90262. Full name of registrant(s) is (are) JOSE DE JESUS CARDENAS, 2467 E 109 ST, LOS ANGELES, CA 90059. This Business is conducted by: AN INDIVIDUAL. Signed: JOSE DE JESUS CARDENAS. This statement was filed with the County Clerk of Los Angeles County on 09/24/2018. The registrant(s) has (have) commenced to transact business under the fictitious business name or names listed above on: N/A. NOTICE - This Fictitious Name Statement expires five years from the date it was filed in the office of the County Clerk. A new Fictitious Business Name Statement must be filed prior to that date. The filing of this statement does not of itself authorize the use in this state of a Fictitious Business Name in violation of the rights of another under Federal, State, or common law (See section 14411 et seq. Business and Professions Code)Publish: Mountain Views News: [8, 249, 226, 374]
legal-notice: [459, 541, 677, 702]
legal-notice: [8, 882, 226, 1034]
notice-publish-dates: Dates Pub: SEPT 29, OCT 06, 13, 20, 2018: [459, 1176, 589, 1185]
notice-publish-dates: Dates Pub: SEPT 29, OCT 06, 13, 20, 2018: [234, 1781, 363, 1791]
notice-title: FICTITIOUS BUSINESS NAME STATEMENT File No. 2018241066: [685, 882, 895, 891]
notice-publish-dates: Publish: ES Mountain Views News Sep 29, Oct 6, 13, and 20, 2018: [685, 734, 884, 744]
notice-publish-dates: Dates Pub: SEPT 29, OCT 06, 13, 20, 2018: [234, 330, 363, 340]
notice-continuation: 16227 DEVONSHIRE ST, GRANADA HILLS, CA 91344. This Business is conducted by: A Corporation. Signed: A.C.V. Ventures Group, CEO, Juan Pellegrin. This statement was filed with the County Clerk of Los Angeles County on 09/25/2018. The registrant(s) has (have) commenced to transact business under the fictitious business name or names listed above on: N/A. NOTICE- This Fictitious Name Statement expires five years from the date it was filed in the office of the County Clerk. A new Fictitious Business Name Statement must be filed prior to that date. The filing of this statement does not of itself authorize the use in this state of a Fictitious Business Name in violation of the rights of another under Federal, State, or common law (See section 14411 et seq. Business and Professions Code) Publish: ES Mountain Views News Sep 29, Oct 6, 13, and 20, 2018: [911, 66, 1129, 182]
legal-notice: [8, 1198, 226, 1350]
notice-title: FICTITIOUS BUSINESS NAME STATEMENT File No. 2018244380: [911, 1100, 1121, 1109]
notice-body: The following person(s) is (are) doing business as: EAST LA HAULING, 1029 E CESAR E CHAVEZ AVE, LOS ANGELES, CA 90033. Full name of registrant(s) is (are) YARELI VALDOVINOS, 1029 E CESAR CHAVEZ AVE, LOS ANGELES, CA 90033. This Business is conducted by: AN INDIVIDUAL. Signed: YARELI VALDOVINOS. This statement was filed with the County Clerk of Los Angeles County on 09/17/2018. The registrant(s) has (have) commenced to transact business under the fictitious business name or names listed above on: N/A. NOTICE - This Fictitious Name Statement expires five years from the date it was filed in the office of the County Clerk. A new Fictitious Business Name Statement must be filed prior to that date. The filing of this statement does not of itself authorize the use in this state of a Fictitious Business Name in violation of the rights of another under Federal, State, or common law (See section 14411 et seq. Business and Professions Code)Publish: Mountain Views News: [8, 891, 226, 1025]
notice-body: The following person(s) is (are) doing business as: ADVANCES, 13919 OXNARD ST 10, VAN NUYS, CA 91401. Full name of registrant(s) is (are) ANNA UNUSYAN, 13919 OXNARD ST 104, VAN NUYS, CA 91401. This Business is conducted by: An Individual. Signed: Anna Unusyan, Owner. This statement was filed with the County Clerk of Los Angeles County on 08/21/2018. The registrant(s) has (have) commenced to transact business under the fictitious business name or names listed above on: 07/2015. NOTICE- This Fictitious Name Statement expires five years from the date it was filed in the office of the County Clerk. A new Fictitious Business Name Statement must be filed prior to that date.: [911, 355, 1129, 445]
notice-body: The following person(s) is (are) doing business as: KINGDOM WEALTH MANAGEMENT, KINGDOM FAITH ENTERTAINMENT, 2851 WEST 120TH STREET, HAWTHORNE, CA 90250. Full name of registrant(s) is (are) CHRISTIAN BUSINESS ENTERTAINMENT NETWORK, 2851 WEST 120TH STREET, HAWTHORNE, CA 90250. This Business is conducted by: A CORPORATION. Signed: ALIKA CRUTCHFIELD. This statement was filed with the County Clerk of Los Angeles County on 09/19/2018. The registrant(s) has (have) commenced to transact business under the fictitious business name or names listed above on: 01/2017. NOTICE - This Fictitious Name Statement expires five years from the date it was filed in the office of the County Clerk. A new Fictitious Business Name Statement must be filed prior to that date. The filing of this statement does not of itself authorize the use in this state of a Fictitious Business Name in violation of the rights of another under Federal, State, or common law (See section 14411 et seq. Business and Professions Code)Publish: Mountain Views News: [234, 355, 451, 498]
legal-notice: [685, 1364, 903, 1454]
notice-publish-dates: Dates Pub: SEPT 29, OCT 06, 13, 20, 2018: [8, 374, 137, 383]
notice-body: The following person(s) is (are) doing business as: KP PLUMBING, 2364 S. KINGDALE, ROWLAND HEIGHTS, CA 91748. Full name of registrant(s) is (are) KEVIN HOFFERT, 2364 S. KINGDALE, ROWLAND HEIGHTS, CA 91748. This Business is conducted by: AN INDIVIDUAL. Signed: KEVIN HOFFERT. This statement was filed with the County Clerk of Los Angeles County on 09/18/2018. The registrant(s) has (have) commenced to transact business under the fictitious business name or names listed above on: 09/2018. NOTICE - This Fictitious Name Statement expires five years from the date it was filed in the office of the County Clerk. A new Fictitious Business Name Statement must be filed prior to that date. The filing of this statement does not of itself authorize the use in this state of a Fictitious Business Name in violation of the rights of another under Federal, State, or common law (See section 14411 et seq. Business and Professions Code)Publish: Mountain Views News: [234, 523, 451, 656]
notice-title: FICTITIOUS BUSINESS NAME STATEMENT File No. 2018-238807: [459, 1033, 672, 1042]
legal-notice: [8, 1524, 226, 1685]
legal-notice: [8, 1040, 226, 1192]
notice-body: The following person(s) is (are) doing business as: COOLIDGES LIGHTING, 2612 S BRIGHTON AVENUE, LOS ANGELES, CA 90018. Full name of registrant(s) is (are) JOSE GUADALUPE CORIA, 2612 S BRIGHTON AVE, LOS ANGELES, CA 90018; ISIDRO JOEL CORIA, 5902 DENKER AVENUE, LOS ANGELES, CA 90047. This Business is conducted by: A GENERAL PARTNERSHIP. Signed: JOSE GUADALUPE CORIA. This statement was filed with the County Clerk of Los Angeles County on 09/14/2018. The registrant(s) has (have) commenced to transact business under the fictitious business name or names listed above on: N/A. NOTICE - This Fictitious Name Statement expires five years from the date it was filed in the office of the County Clerk. A new Fictitious Business Name Statement must be filed prior to that date. The filing of this statement does not of itself authorize the use in this state of a Fictitious Business Name in violation of the rights of another under Federal, State, or common law (See section 14411 et seq. Business and Professions Code)Publish: Mountain Views News: [8, 724, 226, 866]
notice-publish-dates: Dates Pub: SEPT 29, OCT 06, 13, 20, 2018: [8, 866, 137, 876]
notice-publish-dates: Dates Pub: SEPT 29, OCT 06, 13, 20, 2018: [234, 1297, 363, 1307]
notice-body: The following person(s) is (are) doing business as: TAYLOR'S TOWING & ROADSIDE, 847 W MAPLE ST, COMPTON, CA 90220. Full name of registrant(s) is (are) RUBEN V TORRES, 847 W MAPLE ST, COMPTON, CA 90220. This Business is conducted by: AN INDIVIDUAL. Signed: RUBEN V TORRES. This statement was filed with the County Clerk of Los Angeles County on 09/19/2018. The registrant(s) has (have) commenced to transact business under the fictitious business name or names listed above on: N/A. NOTICE - This Fictitious Name Statement expires five years from the date it was filed in the office of the County Clerk. A new Fictitious Business Name Statement must be filed prior to that date. The filing of this statement does not of itself authorize the use in this state of a Fictitious Business Name in violation of the rights of another under Federal, State, or common law (See section 14411 et seq. Business and Professions Code)Publish: Mountain Views News: [459, 717, 677, 851]
dateline: Mountain Views News Saturday, October 20, 2018: [1015, 37, 1358, 54]
legal-notice: [8, 389, 226, 541]
notice-body: The following person(s) is (are) doing business as: MOON LIGHT LIMOUSINE, 211 N SANTA FE AVE APT C, COMPTON, CA 90221. Full name of registrant(s) is (are) JEAN M CARROLL, 211 N SANTA FE AVE APT C, COMPTON, CA 90221. This Business is conducted by: AN INDIVIDUAL. Signed: JEAN M CARROLL. This statement was filed with the County Clerk of Los Angeles County on 09/18/2018. The registrant(s) has (have) commenced to transact business under the fictitious business name or names listed above on: N/A. NOTICE - This Fictitious Name Statement expires five years from the date it was filed in the office of the County Clerk. A new Fictitious Business Name Statement must be filed prior to that date. The filing of this statement does not of itself authorize the use in this state of a Fictitious Business Name in violation of the rights of another under Federal, State, or common law (See section 14411 et seq. Business and Professions Code)Publish: Mountain Views News: [234, 1323, 451, 1456]
legal-notice: [1136, 1593, 1354, 1736]
legal-notice: [685, 425, 903, 577]
notice-title: FICTITIOUS BUSINESS NAME STATEMENT File No. 2018239986: [685, 275, 895, 285]
notice-publish-dates: Dates Pub: SEPT 29, OCT 06, 13, 20, 2018: [8, 531, 137, 541]
notice-body: The following person(s) is (are) doing business as: LBC BARBER SHOP, 1857 E MARKET ST, LONG BEACH, CA 90805. Full name of registrant(s) is (are) LUCERO SANCHEZ MORALES, 1857 E MARKET ST, LONG BEACH, CA 90805. This Business is conducted by: AN INDIVIDUAL. Signed: LUCERO SANCHEZ MORALES. This statement was filed with the County Clerk of Los Angeles County on 09/24/2018. The registrant(s) has (have) commenced to transact business under the fictitious business name or names listed above on: N/A. NOTICE - This Fictitious Name Statement expires five years from the date it was filed in the office of the County Clerk. A new Fictitious Business Name Statement must be filed prior to that date. The filing of this statement does not of itself authorize the use in this state of a Fictitious Business Name in violation of the rights of another under Federal, State, or common law (See section 14411 et seq. Business and Professions Code)Publish: Mountain Views News: [234, 839, 451, 973]
notice-publish-dates: Publish: ES Mountain Views News Sep 29, Oct 6, 13, and 20, 2018: [685, 1444, 884, 1454]
notice-body: The following person(s) is (are) doing business as: LELU'S AFFORDABLE MAIDS, 18950 CHIMINEAS AVE, PORTER RANCH, CA 91326. Full name of registrant(s) is (are) MARIA DE LOURDES GUTIERREZ, 18950 CHIMINEAS AVE, PORTER RANCH, CA 91326. This Business is conducted by: An Individual. Signed: Maria De Lourdes Rebolledo, Owner. This statement was filed with the County Clerk of Los Angeles County on 09/25/2018. The registrant(s) has (have) commenced to transact business under the fictitious business name or names listed above on: N/A.: [911, 820, 1129, 901]
legal-notice: [234, 1155, 451, 1307]
legal-notice: [459, 225, 677, 377]
notice-body: The following person(s) is (are) doing business as: GEMINI ACTIVATION, 2858 ½ WALNUT ST, CUDAHY, CA 90201. Full name of registrant(s) is (are) EMMANUEL NILA GONZALEZ, 2858 ½ WALNUT ST, CUDAHY, CA 90201. This Business is conducted by: AN INDIVIDUAL. Signed: EMMANUEL NILA GONZALEZ. This statement was filed with the County Clerk of Los Angeles County on 09/17/2018. The registrant(s) has (have) commenced to transact business under the fictitious business name or names listed above on: 09/2018. NOTICE - This Fictitious Name Statement expires five years from the date it was filed in the office of the County Clerk. A new Fictitious Business Name Statement must be filed prior to that date. The filing of this statement does not of itself authorize the use in this state of a Fictitious Business Name in violation of the rights of another under Federal, State, or common law (See section 14411 et seq. Business and Professions Code)Publish: Mountain Views News: [8, 1049, 226, 1183]
notice-publish-dates: Publish: ES Mountain Views News Sep 29, Oct 6, 13, and 20, 2018: [911, 1171, 1110, 1180]
notice-title: FILE NO. 2018-234880 STATEMENT OF ABANDONMENT OF USE OF FICTITIOUS BUSINESS NAME: [459, 1349, 677, 1368]
notice-body: The following person(s) is (are) doing business as: JJAG PLUMBING AND CONSTRUCTION, 556 S 5TH STREET APT D, MONTEBELLO, CA 90640. Full name of registrant(s) is (are) ARMANDO GARCIA, 556 S 5TH STREET APT D, MONTEBELLO, CA 90640. This Business is conducted by: AN INDIVIDUAL. Signed: JOSE ARMANDO GARCIA. This statement was filed with the County Clerk of Los Angeles County on 09/20/2018. The registrant(s) has (have) commenced to transact business under the fictitious business name or names listed above on: N/A. NOTICE - This Fictitious Name Statement expires five years from the date it was filed in the office of the County Clerk. A new Fictitious Business Name Statement must be filed prior to that date. The filing of this statement does not of itself authorize the use in this state of a Fictitious Business Name in violation of the rights of another under Federal, State, or common law (See section 14411 et seq. Business and Professions Code)Publish: Mountain Views News: [234, 198, 451, 331]
notice-body: The following person(s) is (are) doing business as: PARADIS ICE CREAM VALENCIA, 24201 W VALENCIA BLVD UNIT 3624, VALENCIA, CA 91355. Full name of registrant(s) is (are) BEBE'S HOME CLEANING, 1709 CAHUENGA BLVD STUDIO CITY, CA 91604. This Business is conducted by: A Limited Liability Company. Signed: Bebe's Home Cleaning LLC, Seljko Zvi, Managing Member. This statement was filed with the County Clerk of Los Angeles County on 09/21/2018. The registrant(s) has (have) commenced to transact business under the fictitious business name or names listed above on: N/A. NOTICE- This Fictitious Name Statement expires five years from the date it was filed in the office of the County Clerk. A new Fictitious Business Name Statement must be filed prior to that date.: [685, 759, 903, 866]
notice-publish-dates: Dates Pub: SEPT 29, OCT 06, 13, 20, 2018: [234, 972, 363, 982]
notice-title: FICTITIOUS BUSINESS NAME STATEMENT File No. 2018240227: [685, 424, 895, 434]
notice-title: FICTITIOUS BUSINESS NAME STATEMENT File No. 2018-235895: [8, 389, 221, 399]
notice-publish-dates: Publish: ES Mountain Views News Sep 29, Oct 6, 13, and 20, 2018: [685, 259, 884, 269]
notice-body: The following person(s) is (are) doing business as: BEST WAY CAR WASH, 4615 ALLOTT AVE, SHERMAN OAKS, CA 91403. Full name of registrant(s) is (are) HAGOP GARAPETIAN, 4615 ALLOTT AVE, SHERMAN OAKS, CA 91403. This Business is conducted by: AN INDIVIDUAL. Signed: HAGOP GARAPETIAN. This statement was filed with the County Clerk of Los Angeles County on 09/19/2018. The registrant(s) has (have) commenced to transact business under the fictitious business name or names listed above on: N/A. NOTICE - This Fictitious Name Statement expires five years from the date it was filed in the office of the County Clerk.: [459, 1482, 677, 1572]
legal-notice: [911, 188, 1129, 340]
notice-publish-dates: Publish: ES Mountain Views News Sep 29, Oct 6, 13, and 20, 2018: [911, 997, 1110, 1006]
notice-title: FICTITIOUS BUSINESS NAME STATEMENT File No. 2018-235866: [8, 1198, 221, 1208]
notice-publish-dates: Publish: ES Mountain Views News Sep 29, Oct 6, 13, and 20, 2018: [911, 1084, 1110, 1094]
notice-publish-dates: Publish: ES Mountain Views News Sep 29, Oct 6, 13, and 20, 2018: [911, 567, 1110, 577]
notice-body: The following person(s) is (are) doing business as: PATIO NOVELL CORP, 15815 S NORMANDIE AVE, GARDENA, CA 90247. Full name of registrant(s) is (are) PATIO NOVEL CORP, 15815 S NORMANDIE AVE, GARDENA, CA 90247. This Business is conducted by: A CORPORATION. Signed: SAMANTHA SURESH. This statement was filed with the County Clerk of Los Angeles County on 09/19/2018. The registrant(s) has (have) commenced to transact business under the fictitious business name or names listed above on: 07/2007. NOTICE - This Fictitious Name Statement expires five years from the date it was filed in the office of the County Clerk. A new Fictitious Business Name Statement must be filed prior to that date. The filing of this statement does not of itself authorize the use in this state of a Fictitious Business Name in violation of the rights of another under Federal, State, or common law (See section 14411 et seq. Business and Professions Code)Publish: Mountain Views News: [459, 76, 677, 209]
notice-publish-dates: Dates Pub: SEPT 29, OCT 06, 13, 20, 2018: [459, 850, 589, 859]
notice-publish-dates: Publish: ES Mountain Views News Sep 29, Oct 6, 13, and 20, 2018: [1136, 1577, 1336, 1586]
notice-continuation: HOLLYWOOD, CA 90069. This Business is conducted by: A CORPORATION. Signed: JONATHAN NGAI. This statement was filed with the County Clerk of Los Angeles County on 09/18/2018. The registrant(s) has (have) commenced to transact business under the fictitious business name or names listed above on: N/A. NOTICE - This Fictitious Name Statement expires five years from the date it was filed in the office of the County Clerk. A new Fictitious Business Name Statement must be filed prior to that date. The filing of this statement does not of itself authorize the use in this state of a Fictitious Business Name in violation of the rights of another under Federal, State, or common law (See section 14411 et seq. Business and Professions Code)Publish: Mountain Views News. Dates Pub: SEPT 29, OCT 06, 13, 20, 2018: [234, 66, 451, 182]
notice-body: The following person(s) is (are) doing business as: MERRY MAIDS, 16227 DEVONSHIRE ST, GRANADA HILLS, CA 91344.: [685, 1469, 903, 1489]
notice-publish-dates: Dates Pub: SEPT 29, OCT 06, 13, 20, 2018: [8, 1340, 137, 1350]
legal-notice: [234, 830, 451, 982]
notice-column: [911, 66, 1129, 2553]
notice-title: FICTITIOUS BUSINESS NAME STATEMENT File No. 2018243084: [911, 811, 1121, 820]
notice-publish-dates: Dates Pub: SEPT 29, OCT 06, 13, 20, 2018: [8, 224, 137, 234]
notice-body: The following person(s) is (are) doing business as: TESTA EXPORT USA, 12580 SKINNER DRIVE APT B, HAWTHORNE, CA 90250. Full name of registrant(s) is (are) FRANCISCO TESTA, 12580 SKINNER DRIVE APT B, HAWTHORNE, CA 90250; ALEXANDRE EDUARD TESTA, 12580 SKINNER DRIVE APT B, HAWTHORNE, CA 90250. This Business is conducted by: A GENERAL PARTNERSHIP. Signed: FRANCISCO TESTA. This statement was filed with the County Clerk of Los Angeles County on 09/14/2018. The registrant(s) has (have) commenced to transact business under the fictitious business name or names listed above on: N/A. NOTICE - This Fictitious Name Statement expires five years from the date it was filed in the office of the County Clerk. A new Fictitious Business Name Statement must be filed prior to that date. The filing of this statement does not of itself authorize the use in this state of a Fictitious Business Name in violation of the rights of another under Federal, State, or common law (See section 14411 et seq. Business and Professions Code)Publish: Mountain Views News: [459, 876, 677, 1018]
notice-title: FICTITIOUS BUSINESS NAME STATEMENT File No. 2018240953: [685, 749, 895, 759]
notice-publish-dates: Dates Pub: SEPT 29, OCT 06, 13, 20, 2018: [234, 1614, 363, 1623]
legal-notice: [234, 346, 451, 507]
notice-publish-dates: Dates Pub: SEPT 29, OCT 06, 13, 20, 2018: [459, 367, 589, 377]
notice-body: The following person(s) is (are) doing business as: VINTAGE COOP APT, 419 N SANTA MONICA BLVD, LOS ANGELES, CA 90048. Full name of registrant(s) is (are) RAYMUNDO HERNANDEZ, 4719 SANTA MONICA BLVD, LOS ANGELES, CA 90046. This Business is conducted by: An Individual. Signed: Raymundo Hernandez, Owner. This statement was filed with the County Clerk of Los Angeles County on 09/21/2018. The registrant(s) has (have) commenced to transact business under the fictitious business name or names listed above on: 09/2018. NOTICE- This Fictitious Name Statement expires five years from the date it was filed in the office of the County Clerk. A new Fictitious Business Name Statement must be filed prior to that date. The filing of this statement does not of itself authorize the use in this state of a Fictitious Business Name in violation of the rights of another under Federal, State, or common law (See section 14411 et seq. Business and Professions Code): [685, 434, 903, 567]
legal-notice: [459, 382, 677, 534]
legal-notice: [234, 1314, 451, 1466]
